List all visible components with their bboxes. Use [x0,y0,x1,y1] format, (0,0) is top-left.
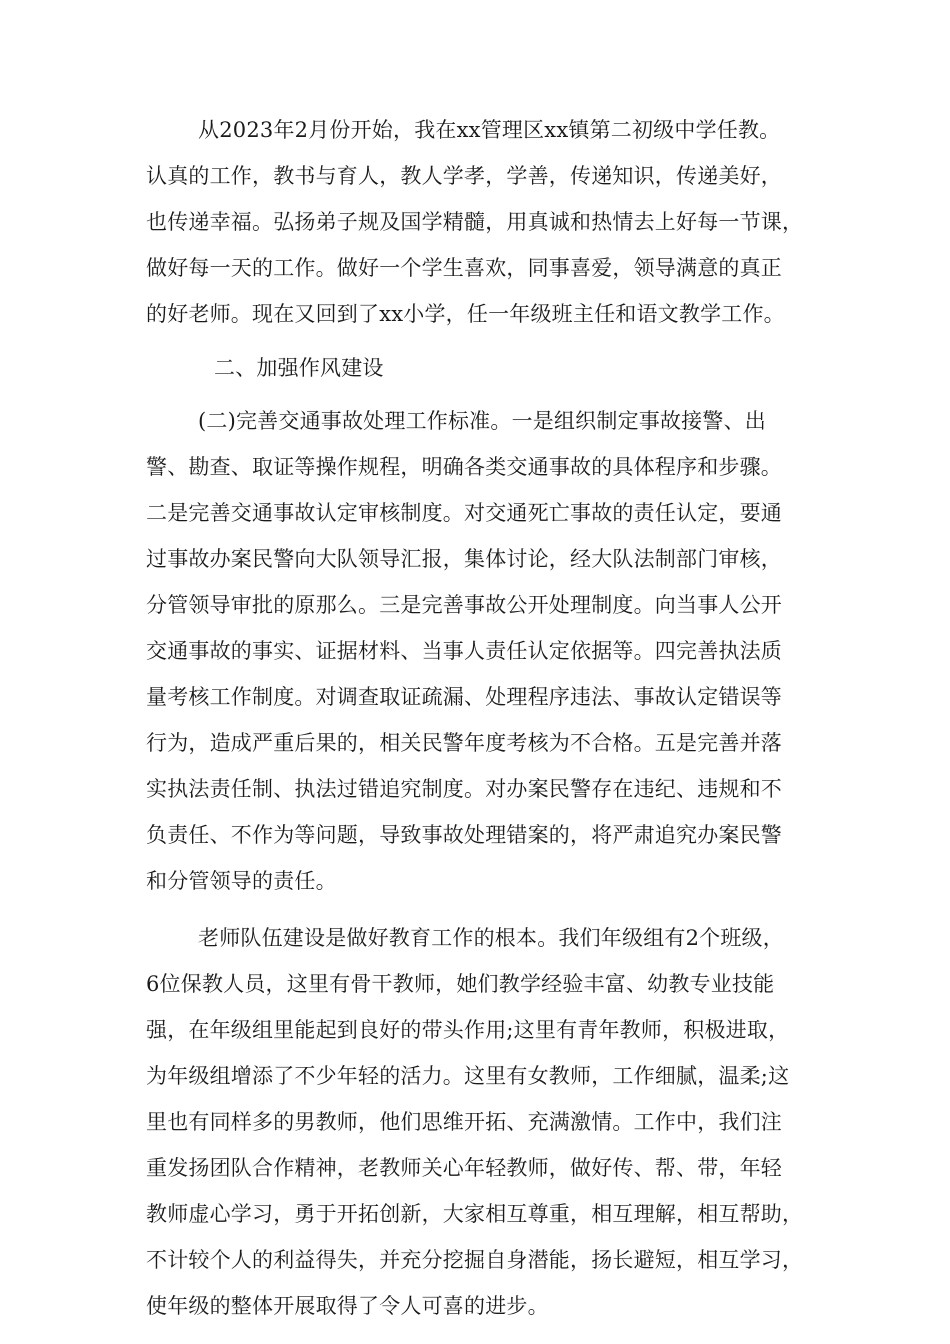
heading-line: 二、加强作风建设 [214,356,384,380]
paragraph-line: 老师队伍建设是做好教育工作的根本。我们年级组有2个班级， [198,926,784,950]
paragraph-line: 过事故办案民警向大队领导汇报，集体讨论，经大队法制部门审核， [146,547,782,571]
paragraph-line: 认真的工作，教书与育人，教人学孝，学善，传递知识，传递美好， [146,164,782,188]
paragraph-line: 里也有同样多的男教师，他们思维开拓、充满激情。工作中，我们注 [146,1110,782,1134]
paragraph-line: 和分管领导的责任。 [146,869,337,893]
paragraph-line: 行为，造成严重后果的，相关民警年度考核为不合格。五是完善并落 [146,731,782,755]
paragraph-line: 6位保教人员，这里有骨干教师，她们教学经验丰富、幼教专业技能 [146,972,775,996]
paragraph-line: 为年级组增添了不少年轻的活力。这里有女教师，工作细腻，温柔;这 [146,1064,790,1088]
paragraph-line: 教师虚心学习，勇于开拓创新，大家相互尊重，相互理解，相互帮助， [146,1202,804,1226]
paragraph-line: 也传递幸福。弘扬弟子规及国学精髓，用真诚和热情去上好每一节课， [146,210,804,234]
paragraph-line: 二是完善交通事故认定审核制度。对交通死亡事故的责任认定，要通 [146,501,782,525]
paragraph-line: 使年级的整体开展取得了令人可喜的进步。 [146,1294,549,1318]
paragraph-line: 从2023年2月份开始，我在xx管理区xx镇第二初级中学任教。 [198,118,781,142]
paragraph-line: 分管领导审批的原那么。三是完善事故公开处理制度。向当事人公开 [146,593,782,617]
paragraph-line: 负责任、不作为等问题，导致事故处理错案的，将严肃追究办案民警 [146,823,782,847]
paragraph-line: 实执法责任制、执法过错追究制度。对办案民警存在违纪、违规和不 [146,777,782,801]
paragraph-line: 警、勘查、取证等操作规程，明确各类交通事故的具体程序和步骤。 [146,455,782,479]
paragraph-line: 不计较个人的利益得失，并充分挖掘自身潜能，扬长避短，相互学习， [146,1248,804,1272]
paragraph-line: 的好老师。现在又回到了xx小学，任一年级班主任和语文教学工作。 [146,302,785,326]
paragraph-line: 量考核工作制度。对调查取证疏漏、处理程序违法、事故认定错误等 [146,685,782,709]
paragraph-line: 重发扬团队合作精神，老教师关心年轻教师，做好传、帮、带，年轻 [146,1156,782,1180]
paragraph-line: 交通事故的事实、证据材料、当事人责任认定依据等。四完善执法质 [146,639,782,663]
paragraph-line: 做好每一天的工作。做好一个学生喜欢，同事喜爱，领导满意的真正 [146,256,782,280]
paragraph-line: (二)完善交通事故处理工作标准。一是组织制定事故接警、出 [198,409,766,433]
paragraph-line: 强，在年级组里能起到良好的带头作用;这里有青年教师，积极进取， [146,1018,790,1042]
